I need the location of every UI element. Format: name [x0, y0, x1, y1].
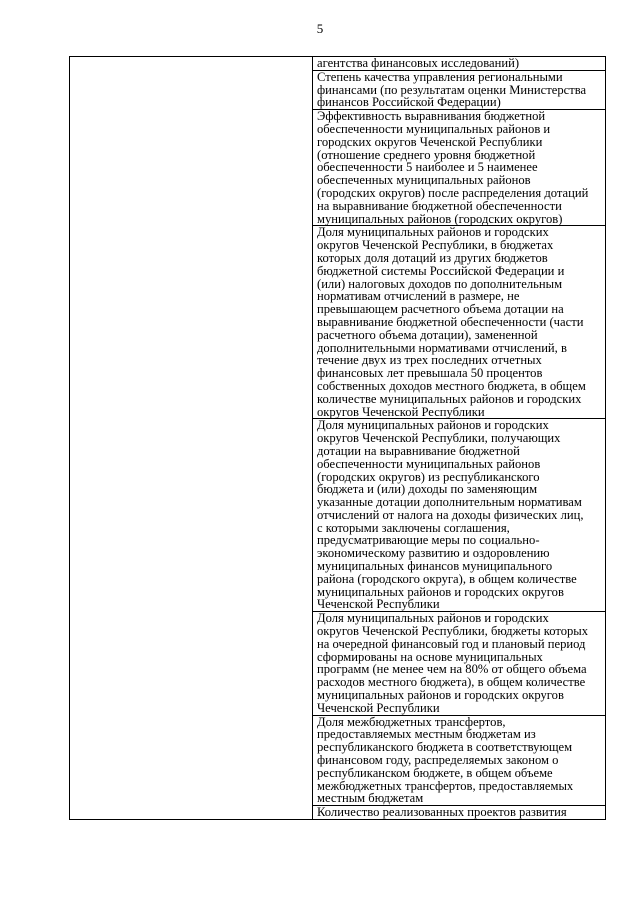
indicator-text: Эффективность выравнивания бюджетной обеспеченности муниципальных районов и городских округов Чеченской Республики (отношение среднего уровня бюджетной обеспеченности 5 наиболее и 5 наименее обеспеченных муниципальных районов (городских округов) после распределения дотаций на выравнивание бюджетной обеспеченности муниципальных районов (городских округов): [317, 109, 589, 226]
indicators-table: [69, 56, 606, 820]
indicator-text: Доля муниципальных районов и городских округов Чеченской Республики, получающих дотации на выравнивание бюджетной обеспеченности муниципальных районов (городских округов) из республиканского бюджета и (или) доходы по заменяющим указанные дотации дополнительным нормативам отчислений от налога на доходы физических лиц, с которыми заключены соглашения, предусматривающие меры по социально- экономическому развитию и оздоровлению муниципальных финансов муниципального района (городского округа), в общем количестве муниципальных районов и городских округов Чеченской Республики: [317, 418, 584, 612]
table-cell-right: [313, 806, 606, 820]
table-cell-right: [313, 612, 606, 715]
indicator-text: Количество реализованных проектов развития: [317, 805, 567, 820]
indicator-text: Доля межбюджетных трансфертов, предоставляемых местным бюджетам из республиканского бюджета в соответствующем финансовом году, распределяемых законом о республиканском бюджете, в общем объеме межбюджетных трансфертов, предоставляемых местным бюджетам: [317, 714, 574, 806]
table-cell-right: [313, 110, 606, 226]
indicator-text: Доля муниципальных районов и городских округов Чеченской Республики, в бюджетах которых доля дотаций из других бюджетов бюджетной системы Российской Федерации и (или) налоговых доходов по дополнительным нормативам отчислений в размере, не превышающем расчетного объема дотации на выравнивание бюджетной обеспеченности (части расчетного объема дотации), замененной дополнительными нормативами отчислений, в течение двух из трех последних отчетных финансовых лет превышала 50 процентов собственных доходов местного бюджета, в общем количестве муниципальных районов и городских округов Чеченской Республики: [317, 225, 586, 419]
table-cell-right: [313, 715, 606, 806]
table-cell-right: [313, 70, 606, 109]
table-cell-right: [313, 57, 606, 71]
table-row: [70, 57, 606, 71]
page-number: 5: [316, 21, 324, 36]
table-cell-right: [313, 226, 606, 419]
table-cell-left: [70, 57, 313, 820]
indicator-text: агентства финансовых исследований): [317, 56, 520, 70]
indicator-text: Степень качества управления региональными финансами (по результатам оценки Министерства финансов Российской Федерации): [317, 69, 587, 110]
table-cell-right: [313, 419, 606, 612]
indicator-text: Доля муниципальных районов и городских округов Чеченской Республики, бюджеты которых на очередной финансовый год и плановый период сформированы на основе муниципальных программ (не менее чем на 80% от общего объема расходов местного бюджета), в общем количестве муниципальных районов и городских округов Чеченской Республики: [317, 611, 589, 715]
